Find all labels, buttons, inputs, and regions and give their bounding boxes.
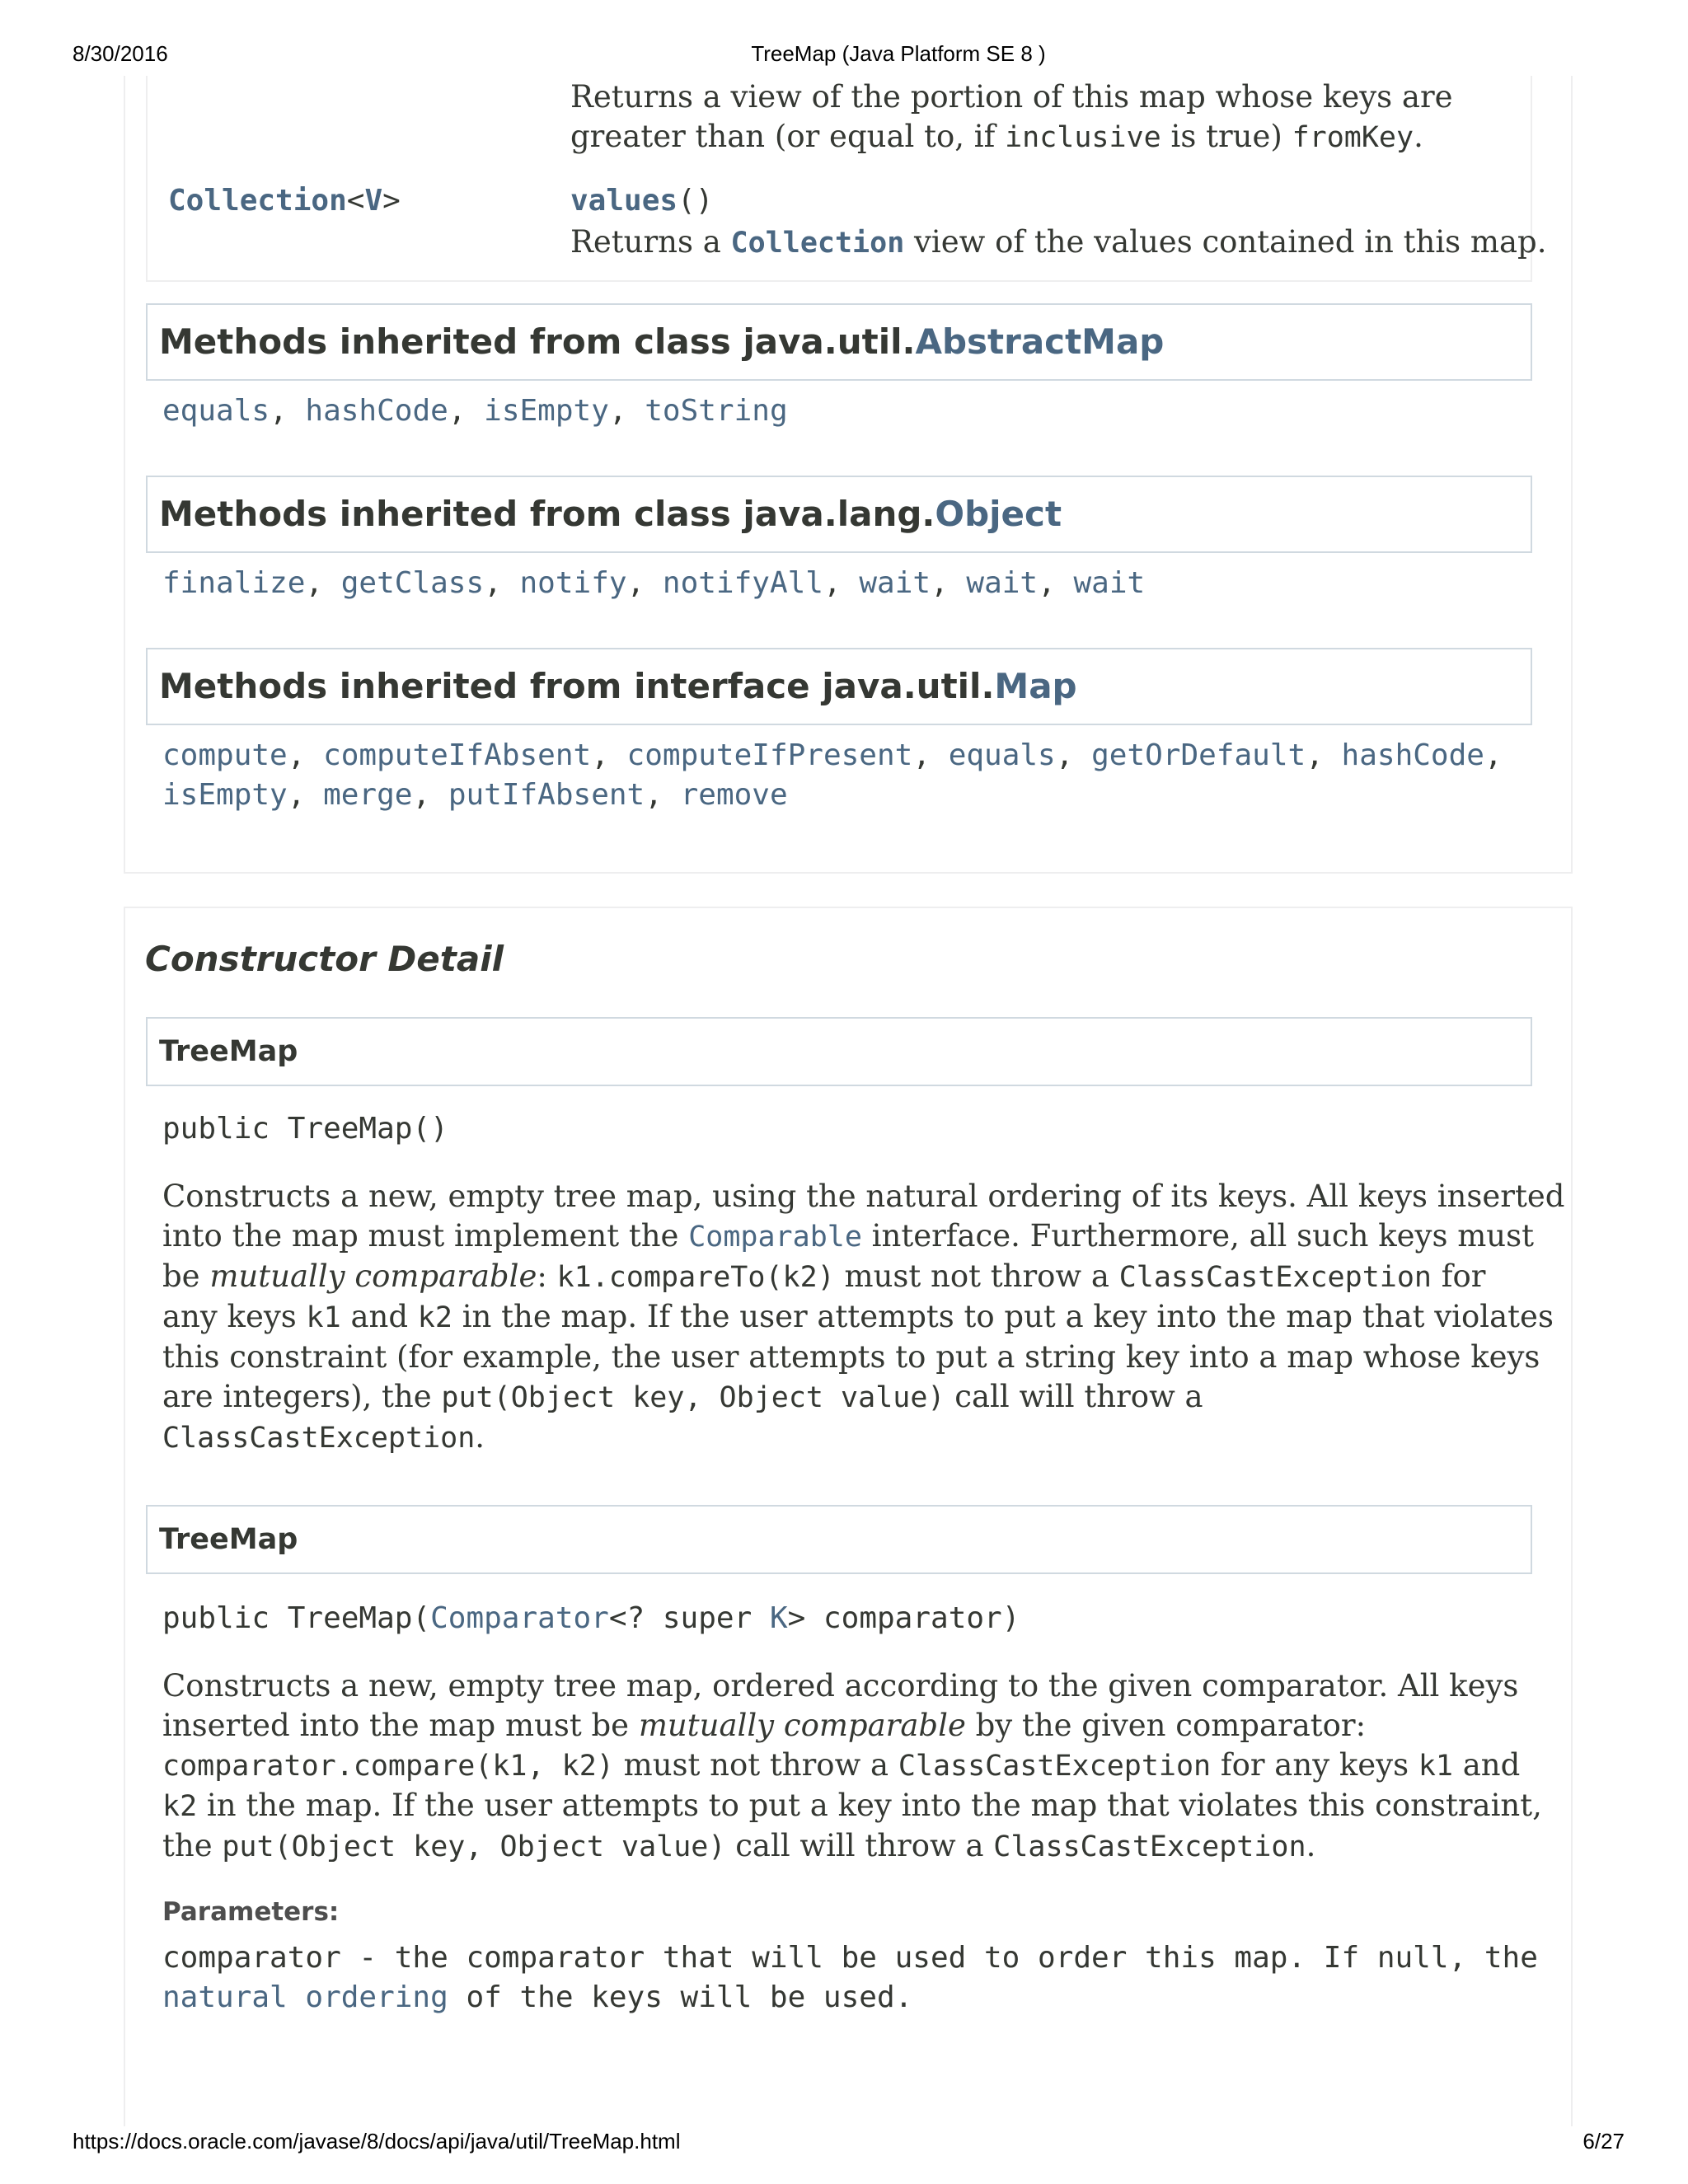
method-link-remove[interactable]: remove — [680, 778, 788, 812]
method-link-hashcode[interactable]: hashCode — [305, 394, 448, 428]
method-link-notifyall[interactable]: notifyAll — [662, 566, 823, 600]
method-link-finalize[interactable]: finalize — [162, 566, 306, 600]
abstractmap-class-link[interactable]: AbstractMap — [915, 321, 1165, 362]
ctor1-header — [146, 1017, 1532, 1086]
method-link-computeifpresent[interactable]: computeIfPresent — [626, 738, 913, 772]
type-param-k-link[interactable]: K — [769, 1601, 788, 1635]
method-summary-panel — [124, 76, 1573, 874]
ctor2-title: TreeMap — [159, 1523, 298, 1556]
print-date: 8/30/2016 — [73, 41, 168, 66]
ctor1-title: TreeMap — [159, 1035, 298, 1068]
tail-method-desc-line1: Returns a view of the portion of this map whose keys are — [570, 79, 1453, 115]
method-link-wait[interactable]: wait — [966, 566, 1039, 600]
method-link-getordefault[interactable]: getOrDefault — [1091, 738, 1306, 772]
ctor2-description: Constructs a new, empty tree map, ordered according to the given comparator. All keys inserted into the map must be mutually comparable by the given comparator: comparator.compare(k1, k2) must not throw a ClassCastException for any keys k1 and k2 in the map. If the user attempts to put a key into the map that violates this constraint, the put(Object key, Object value) call will throw a ClassCastException. — [162, 1668, 1542, 1863]
inherited-object-header — [146, 476, 1532, 553]
inherited-abstractmap-title: Methods inherited from class java.util.AbstractMap — [159, 321, 1165, 362]
collection-desc-link[interactable]: Collection — [730, 227, 905, 260]
method-link-wait[interactable]: wait — [1073, 566, 1146, 600]
comparable-link[interactable]: Comparable — [688, 1221, 862, 1254]
print-title: TreeMap (Java Platform SE 8 ) — [751, 41, 1046, 66]
method-link-wait[interactable]: wait — [859, 566, 931, 600]
method-link-isempty[interactable]: isEmpty — [162, 778, 288, 812]
method-link-isempty[interactable]: isEmpty — [484, 394, 609, 428]
ctor2-signature: public TreeMap(Comparator<? super K> comparator) — [162, 1601, 1020, 1635]
print-page-number: 6/27 — [1582, 2129, 1625, 2154]
method-link-hashcode[interactable]: hashCode — [1341, 738, 1484, 772]
ctor2-header — [146, 1505, 1532, 1574]
method-link-equals[interactable]: equals — [162, 394, 270, 428]
constructor-detail-panel — [124, 907, 1573, 2126]
ctor1-signature: public TreeMap() — [162, 1112, 448, 1146]
constructor-detail-heading: Constructor Detail — [145, 939, 504, 979]
inherited-map-header — [146, 648, 1532, 725]
method-link-equals[interactable]: equals — [948, 738, 1056, 772]
print-header — [0, 41, 1688, 69]
inherited-object-title: Methods inherited from class java.lang.Object — [159, 494, 1062, 534]
method-link-computeifabsent[interactable]: computeIfAbsent — [323, 738, 592, 772]
print-url: https://docs.oracle.com/javase/8/docs/api/java/util/TreeMap.html — [73, 2129, 681, 2154]
values-method-signature: values() — [570, 184, 714, 218]
method-link-merge[interactable]: merge — [323, 778, 413, 812]
inherited-abstractmap-header — [146, 303, 1532, 381]
method-link-tostring[interactable]: toString — [645, 394, 788, 428]
collection-type-link[interactable]: Collection — [168, 184, 347, 218]
ctor1-description: Constructs a new, empty tree map, using the natural ordering of its keys. All keys inserted into the map must implement the Comparable interface. Furthermore, all such keys must be mutually comparable: k1.compareTo(k2) must not throw a ClassCastException for any keys k1 and k2 in the map. If the user attempts to put a key into the map that violates this constraint (for example, the user attempts to put a string key into a map whose keys are integers), the put(Object key, Object value) call will throw a ClassCastException. — [162, 1179, 1565, 1455]
inherited-object-methods: finalize, getClass, notify, notifyAll, wait, wait, wait — [162, 566, 1146, 600]
map-interface-link[interactable]: Map — [994, 666, 1077, 706]
method-link-putifabsent[interactable]: putIfAbsent — [448, 778, 645, 812]
print-footer — [0, 2129, 1688, 2157]
method-link-notify[interactable]: notify — [519, 566, 627, 600]
values-return-type: Collection<V> — [168, 184, 401, 218]
ctor2-parameters-label: Parameters: — [162, 1897, 340, 1927]
natural-ordering-link[interactable]: natural ordering — [162, 1980, 448, 2014]
method-link-compute[interactable]: compute — [162, 738, 288, 772]
method-link-getclass[interactable]: getClass — [340, 566, 485, 600]
inherited-map-methods: compute, computeIfAbsent, computeIfPresent, equals, getOrDefault, hashCode, isEmpty, merge, putIfAbsent, remove — [162, 738, 1503, 812]
tail-method-desc-line2: greater than (or equal to, if inclusive is true) fromKey. — [570, 119, 1423, 154]
values-method-link[interactable]: values — [570, 184, 678, 218]
comparator-link[interactable]: Comparator — [430, 1601, 609, 1635]
inherited-abstractmap-methods: equals, hashCode, isEmpty, toString — [162, 394, 788, 428]
inherited-map-title: Methods inherited from interface java.util.Map — [159, 666, 1077, 706]
object-class-link[interactable]: Object — [935, 494, 1062, 534]
values-method-desc: Returns a Collection view of the values contained in this map. — [570, 224, 1547, 260]
method-summary-table — [146, 76, 1547, 282]
ctor2-parameter-comparator: comparator - the comparator that will be used to order this map. If null, the natural ordering of the keys will be used. — [162, 1941, 1538, 2014]
type-param-v-link[interactable]: V — [364, 184, 383, 218]
